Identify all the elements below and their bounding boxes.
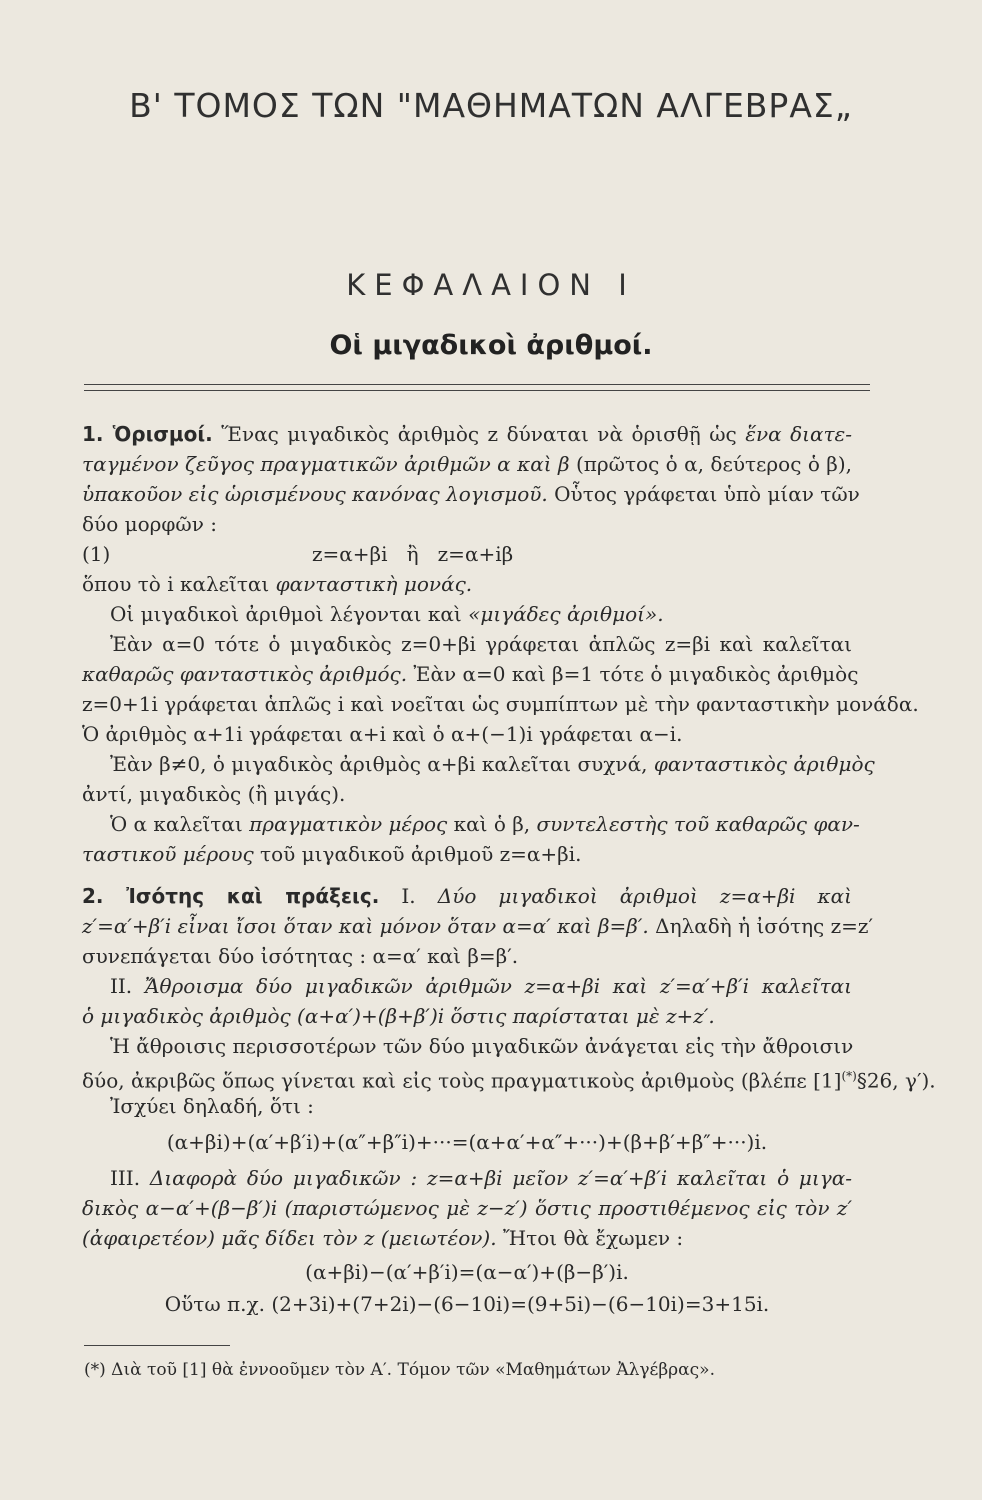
text-line: δύο, ἀκριβῶς ὅπως γίνεται καὶ εἰς τοὺς πραγματικοὺς ἀριθμοὺς (βλέπε [1](*)§26, γ′).: [82, 1068, 936, 1093]
equation-line: [82, 1128, 852, 1156]
chapter-title: Οἱ μιγαδικοὶ ἀριθμοί.: [329, 330, 653, 361]
text-line: ὁ μιγαδικὸς ἀριθμὸς (α+α′)+(β+β′)i ὅστις παρίσταται μὲ z+z′.: [82, 1004, 715, 1028]
title-rule-bottom: [84, 390, 870, 391]
example: Οὕτω π.χ. (2+3i)+(7+2i)−(6−10i)=(9+5i)−(6−10i)=3+15i.: [164, 1292, 770, 1316]
section-1-heading: 1. Ὁρισμοί.: [82, 422, 213, 446]
text-line: ἀντί, μιγαδικὸς (ἢ μιγάς).: [82, 782, 346, 806]
volume-title: Β' ΤΟΜΟΣ ΤΩΝ "ΜΑΘΗΜΑΤΩΝ ΑΛΓΕΒΡΑΣ„: [129, 86, 853, 125]
text-line: ΙΙΙ. Διαφορὰ δύο μιγαδικῶν : z=α+βi μεῖον z′=α′+β′i καλεῖται ὁ μιγα-: [110, 1166, 852, 1190]
equation-number: (1): [82, 542, 111, 566]
equation: (α+βi)+(α′+β′i)+(α″+β″i)+···=(α+α′+α″+···)+(β+β′+β″+···)i.: [166, 1130, 768, 1154]
equation-line: [82, 1290, 852, 1318]
chapter-number: ΚΕΦΑΛΑΙΟΝ Ι: [346, 268, 636, 302]
text-line: δύο μορφῶν :: [82, 512, 217, 536]
text-line: z=0+1i γράφεται ἁπλῶς i καὶ νοεῖται ὡς συμπίπτων μὲ τὴν φανταστικὴν μονάδα.: [82, 692, 919, 716]
equation: z=α+βi ἢ z=α+iβ: [312, 542, 514, 566]
text-line: z′=α′+β′i εἶναι ἴσοι ὅταν καὶ μόνον ὅταν α=α′ καὶ β=β′. Δηλαδὴ ἡ ἰσότης z=z′: [82, 914, 873, 938]
text-line: Ὁ α καλεῖται πραγματικὸν μέρος καὶ ὁ β, συντελεστὴς τοῦ καθαρῶς φαν-: [110, 812, 860, 836]
section-2-heading: 2. Ἰσότης καὶ πράξεις.: [82, 884, 380, 908]
equation-line: [82, 1258, 852, 1286]
text-line: Οἱ μιγαδικοὶ ἀριθμοὶ λέγονται καὶ «μιγάδες ἀριθμοί».: [110, 602, 664, 626]
text-line: 2. Ἰσότης καὶ πράξεις. Ι. Δύο μιγαδικοὶ ἀριθμοὶ z=α+βi καὶ: [82, 884, 852, 908]
footnote-marker: (*): [841, 1069, 857, 1083]
text-line: καθαρῶς φανταστικὸς ἀριθμός. Ἐὰν α=0 καὶ β=1 τότε ὁ μιγαδικὸς ἀριθμὸς: [82, 662, 859, 686]
text-line: ὅπου τὸ i καλεῖται φανταστικὴ μονάς.: [82, 572, 473, 596]
text-line: 1. Ὁρισμοί. Ἕνας μιγαδικὸς ἀριθμὸς z δύναται νὰ ὁρισθῇ ὡς ἕνα διατε-: [82, 422, 853, 446]
text-line: Ἐὰν α=0 τότε ὁ μιγαδικὸς z=0+βi γράφεται ἁπλῶς z=βi καὶ καλεῖται: [110, 632, 852, 656]
footnote: (*) Διὰ τοῦ [1] θὰ ἐννοοῦμεν τὸν Α′. Τόμον τῶν «Μαθημάτων Ἀλγέβρας».: [84, 1360, 715, 1380]
text-line: ταστικοῦ μέρους τοῦ μιγαδικοῦ ἀριθμοῦ z=α+βi.: [82, 842, 582, 866]
text-line: ὑπακοῦον εἰς ὡρισμένους κανόνας λογισμοῦ. Οὗτος γράφεται ὑπὸ μίαν τῶν: [82, 482, 860, 506]
text-line: Ἐὰν β≠0, ὁ μιγαδικὸς ἀριθμὸς α+βi καλεῖται συχνά, φανταστικὸς ἀριθμὸς: [110, 752, 875, 776]
title-rule-top: [84, 384, 870, 385]
text-line: Ἡ ἄθροισις περισσοτέρων τῶν δύο μιγαδικῶν ἀνάγεται εἰς τὴν ἄθροισιν: [110, 1034, 854, 1058]
text-line: (ἀφαιρετέον) μᾶς δίδει τὸν z (μειωτέον). Ἤτοι θὰ ἔχωμεν :: [82, 1226, 684, 1250]
equation: (α+βi)−(α′+β′i)=(α−α′)+(β−β′)i.: [305, 1260, 629, 1284]
text-line: ταγμένον ζεῦγος πραγματικῶν ἀριθμῶν α καὶ β (πρῶτος ὁ α, δεύτερος ὁ β),: [82, 452, 852, 476]
text-line: Ἰσχύει δηλαδή, ὅτι :: [110, 1094, 314, 1118]
footnote-rule: [84, 1345, 230, 1346]
text-line: ΙΙ. Ἄθροισμα δύο μιγαδικῶν ἀριθμῶν z=α+βi καὶ z′=α′+β′i καλεῖται: [110, 974, 852, 998]
text-line: συνεπάγεται δύο ἰσότητας : α=α′ καὶ β=β′.: [82, 944, 519, 968]
text-line: δικὸς α−α′+(β−β′)i (παριστώμενος μὲ z−z′) ὅστις προστιθέμενος εἰς τὸν z′: [82, 1196, 852, 1220]
text-line: Ὁ ἀριθμὸς α+1i γράφεται α+i καὶ ὁ α+(−1)i γράφεται α−i.: [82, 722, 683, 746]
